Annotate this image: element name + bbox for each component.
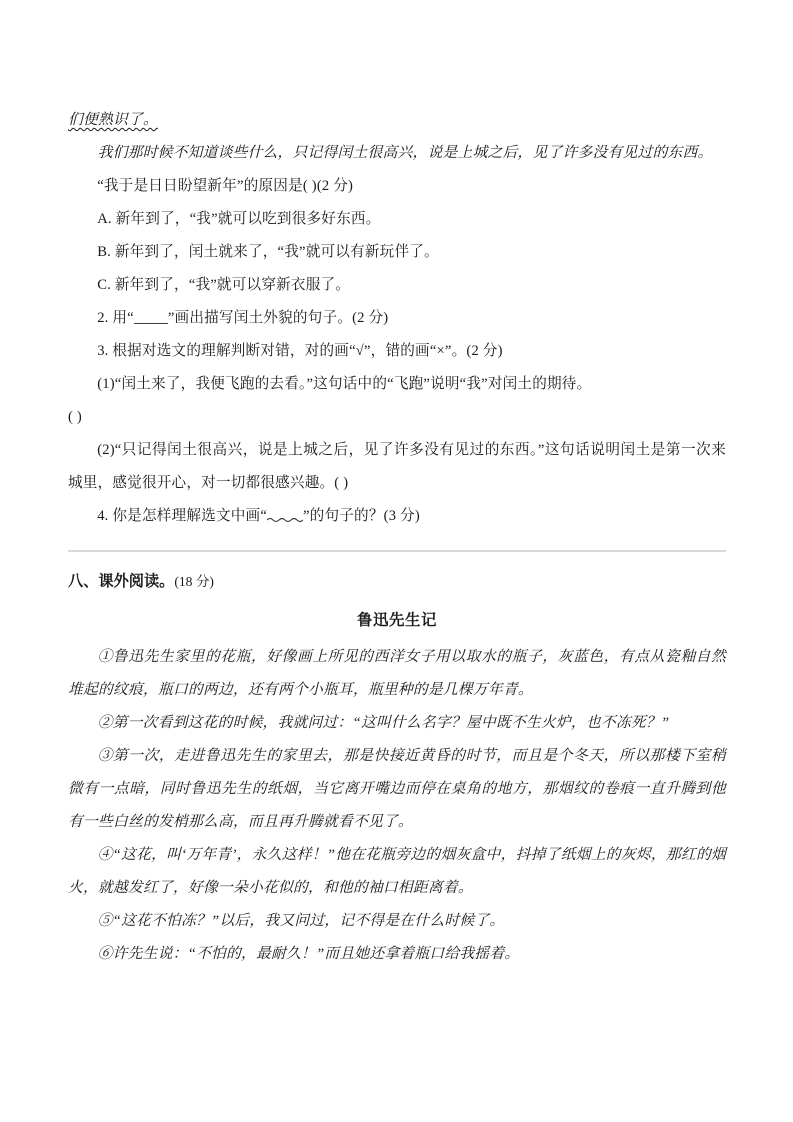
question-3-item-1: (1)“闰土来了，我便飞跑的去看。”这句话中的“飞跑”说明“我”对闰土的期待。 [97,376,592,392]
page-content [68,104,726,971]
wavy-underline-mark [267,517,303,523]
continued-passage-line [68,104,726,137]
question-1-option-a[interactable]: A. 新年到了，“我”就可以吃到很多好东西。 [97,211,381,227]
question-3-item-1-answer-box[interactable]: ( ) [68,409,82,425]
article-title: 鲁迅先生记 [357,611,437,629]
continued-passage-text: 们便熟识了。 [68,112,158,128]
article-paragraph-2: ②第一次看到这花的时候，我就问过：“这叫什么名字？屋中既不生火炉，也不冻死？” [97,715,670,731]
article-paragraph-6: ⑥许先生说：“不怕的，最耐久！”而且她还拿着瓶口给我摇着。 [97,946,520,962]
question-2-prefix: 2. 用“ [97,310,134,326]
question-2-stem [68,302,726,335]
question-4-stem [68,500,726,533]
question-1-option-b[interactable]: B. 新年到了，闰土就来了，“我”就可以有新玩伴了。 [97,244,439,260]
article-paragraph-3: ③第一次，走进鲁迅先生的家里去，那是快接近黄昏的时节，而且是个冬天，所以那楼下室稍微有一点暗，同时鲁迅先生的纸烟，当它离开嘴边而停在桌角的地方，那烟纹的卷痕一直升腾到他有一些白丝的发梢那么高，而且再升腾就看不见了。 [68,748,726,830]
section-title: 八、课外阅读。 [68,572,175,590]
article-paragraph-4: ④“这花，叫‘万年青’，永久这样！”他在花瓶旁边的烟灰盒中，抖掉了纸烟上的灰烬，那红的烟火，就越发红了，好像一朵小花似的，和他的袖口相距离着。 [68,847,726,896]
question-4-suffix: ”的句子的？(3 分) [303,508,420,524]
question-1-option-c[interactable]: C. 新年到了，“我”就可以穿新衣服了。 [97,277,351,293]
article-paragraph-1: ①鲁迅先生家里的花瓶，好像画上所见的西洋女子用以取水的瓶子，灰蓝色，有点从瓷釉自然堆起的纹痕，瓶口的两边，还有两个小瓶耳，瓶里种的是几棵万年青。 [68,649,726,698]
question-3-item-2: (2)“只记得闰土很高兴，说是上城之后，见了许多没有见过的东西。”这句话说明闰土是第一次来城里，感觉很开心，对一切都很感兴趣。( ) [68,442,726,491]
question-4-prefix: 4. 你是怎样理解选文中画“ [97,508,267,524]
solid-underline-mark [134,323,168,324]
question-3-stem: 3. 根据对选文的理解判断对错，对的画“√”，错的画“×”。(2 分) [97,343,503,359]
section-heading [68,566,726,597]
article-paragraph-5: ⑤“这花不怕冻？”以后，我又问过，记不得是在什么时候了。 [97,913,505,929]
question-2-suffix: ”画出描写闰土外貌的句子。(2 分) [167,310,389,326]
passage-paragraph: 我们那时候不知道谈些什么，只记得闰土很高兴，说是上城之后，见了许多没有见过的东西。 [97,145,713,161]
section-divider [68,550,726,552]
section-score: (18 分) [174,574,214,589]
question-1-stem: “我于是日日盼望新年”的原因是( )(2 分) [97,178,354,194]
